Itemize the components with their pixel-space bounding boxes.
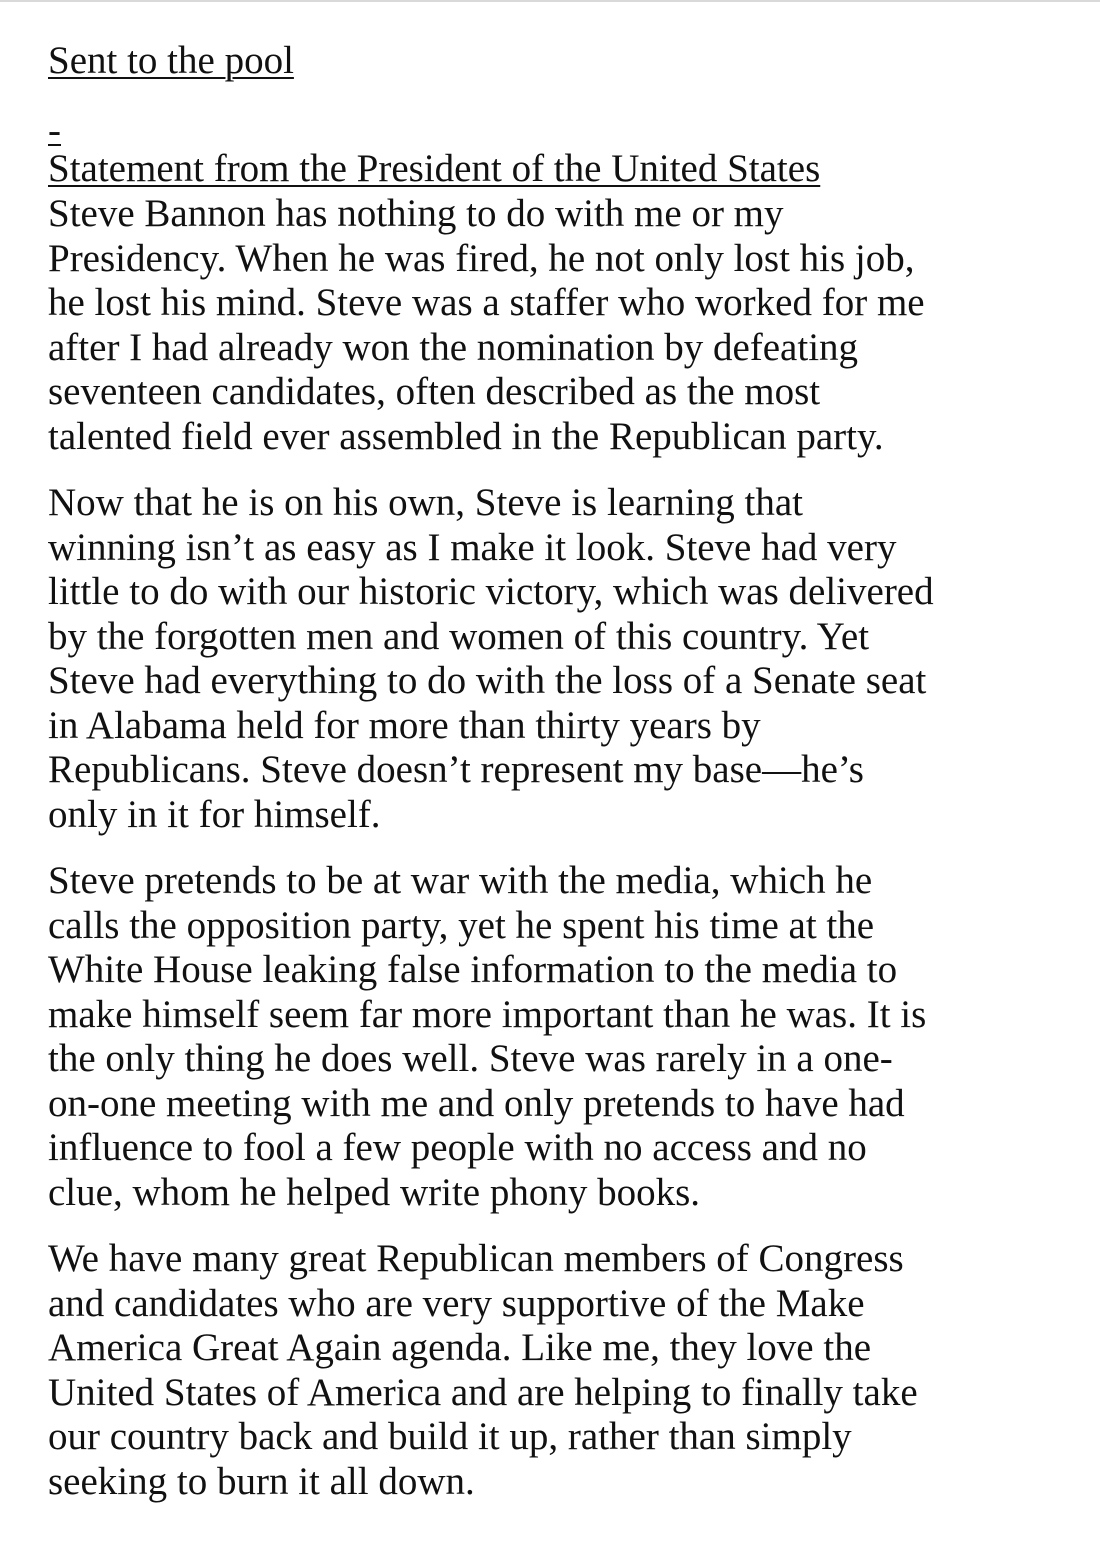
paragraph-line: Steve Bannon has nothing to do with me or my <box>48 192 784 235</box>
paragraph-3 <box>48 859 1078 1215</box>
paragraph-line: he lost his mind. Steve was a staffer who worked for me <box>48 281 925 324</box>
paragraph-line: on-one meeting with me and only pretends to have had <box>48 1081 905 1125</box>
paragraph-line: only in it for himself. <box>48 792 381 836</box>
paragraph-line: seeking to burn it all down. <box>48 1459 475 1503</box>
paragraph-line: America Great Again agenda. Like me, they love the <box>48 1326 871 1369</box>
paragraph-line: little to do with our historic victory, which was delivered <box>48 570 934 613</box>
paragraph-line: We have many great Republican members of Congress <box>48 1237 904 1280</box>
paragraph-line: Republicans. Steve doesn’t represent my base—he’s <box>48 748 864 791</box>
paragraph-line: make himself seem far more important than he was. It is <box>48 992 927 1036</box>
paragraph-line: our country back and build it up, rather than simply <box>48 1415 852 1458</box>
top-divider <box>0 0 1100 2</box>
paragraph-line: talented field ever assembled in the Republican party. <box>48 414 884 458</box>
paragraph-line: clue, whom he helped write phony books. <box>48 1170 701 1214</box>
paragraph-1 <box>48 192 1078 459</box>
sent-to-pool-link[interactable]: Sent to the pool <box>48 39 294 82</box>
paragraph-line: the only thing he does well. Steve was rarely in a one- <box>48 1037 893 1080</box>
separator-dash: - <box>48 109 61 152</box>
paragraph-line: Steve pretends to be at war with the media, which he <box>48 859 873 902</box>
paragraph-line: in Alabama held for more than thirty years by <box>48 703 761 747</box>
statement-title: Statement from the President of the United States <box>48 147 821 190</box>
paragraph-line: seventeen candidates, often described as the most <box>48 370 821 413</box>
statement-document <box>48 38 1078 1504</box>
paragraph-line: White House leaking false information to the media to <box>48 948 898 991</box>
paragraph-line: and candidates who are very supportive of the Make <box>48 1281 865 1325</box>
paragraph-line: Now that he is on his own, Steve is learning that <box>48 481 803 524</box>
paragraph-line: Presidency. When he was fired, he not only lost his job, <box>48 236 915 280</box>
paragraph-line: Steve had everything to do with the loss of a Senate seat <box>48 659 927 702</box>
paragraph-line: United States of America and are helping to finally take <box>48 1370 918 1414</box>
paragraph-line: by the forgotten men and women of this country. Yet <box>48 614 870 658</box>
paragraph-line: after I had already won the nomination by defeating <box>48 325 859 369</box>
paragraph-line: calls the opposition party, yet he spent his time at the <box>48 903 875 947</box>
paragraph-line: winning isn’t as easy as I make it look. Steve had very <box>48 525 897 569</box>
paragraph-2 <box>48 481 1078 837</box>
paragraph-line: influence to fool a few people with no access and no <box>48 1126 867 1169</box>
paragraph-4 <box>48 1237 1078 1504</box>
